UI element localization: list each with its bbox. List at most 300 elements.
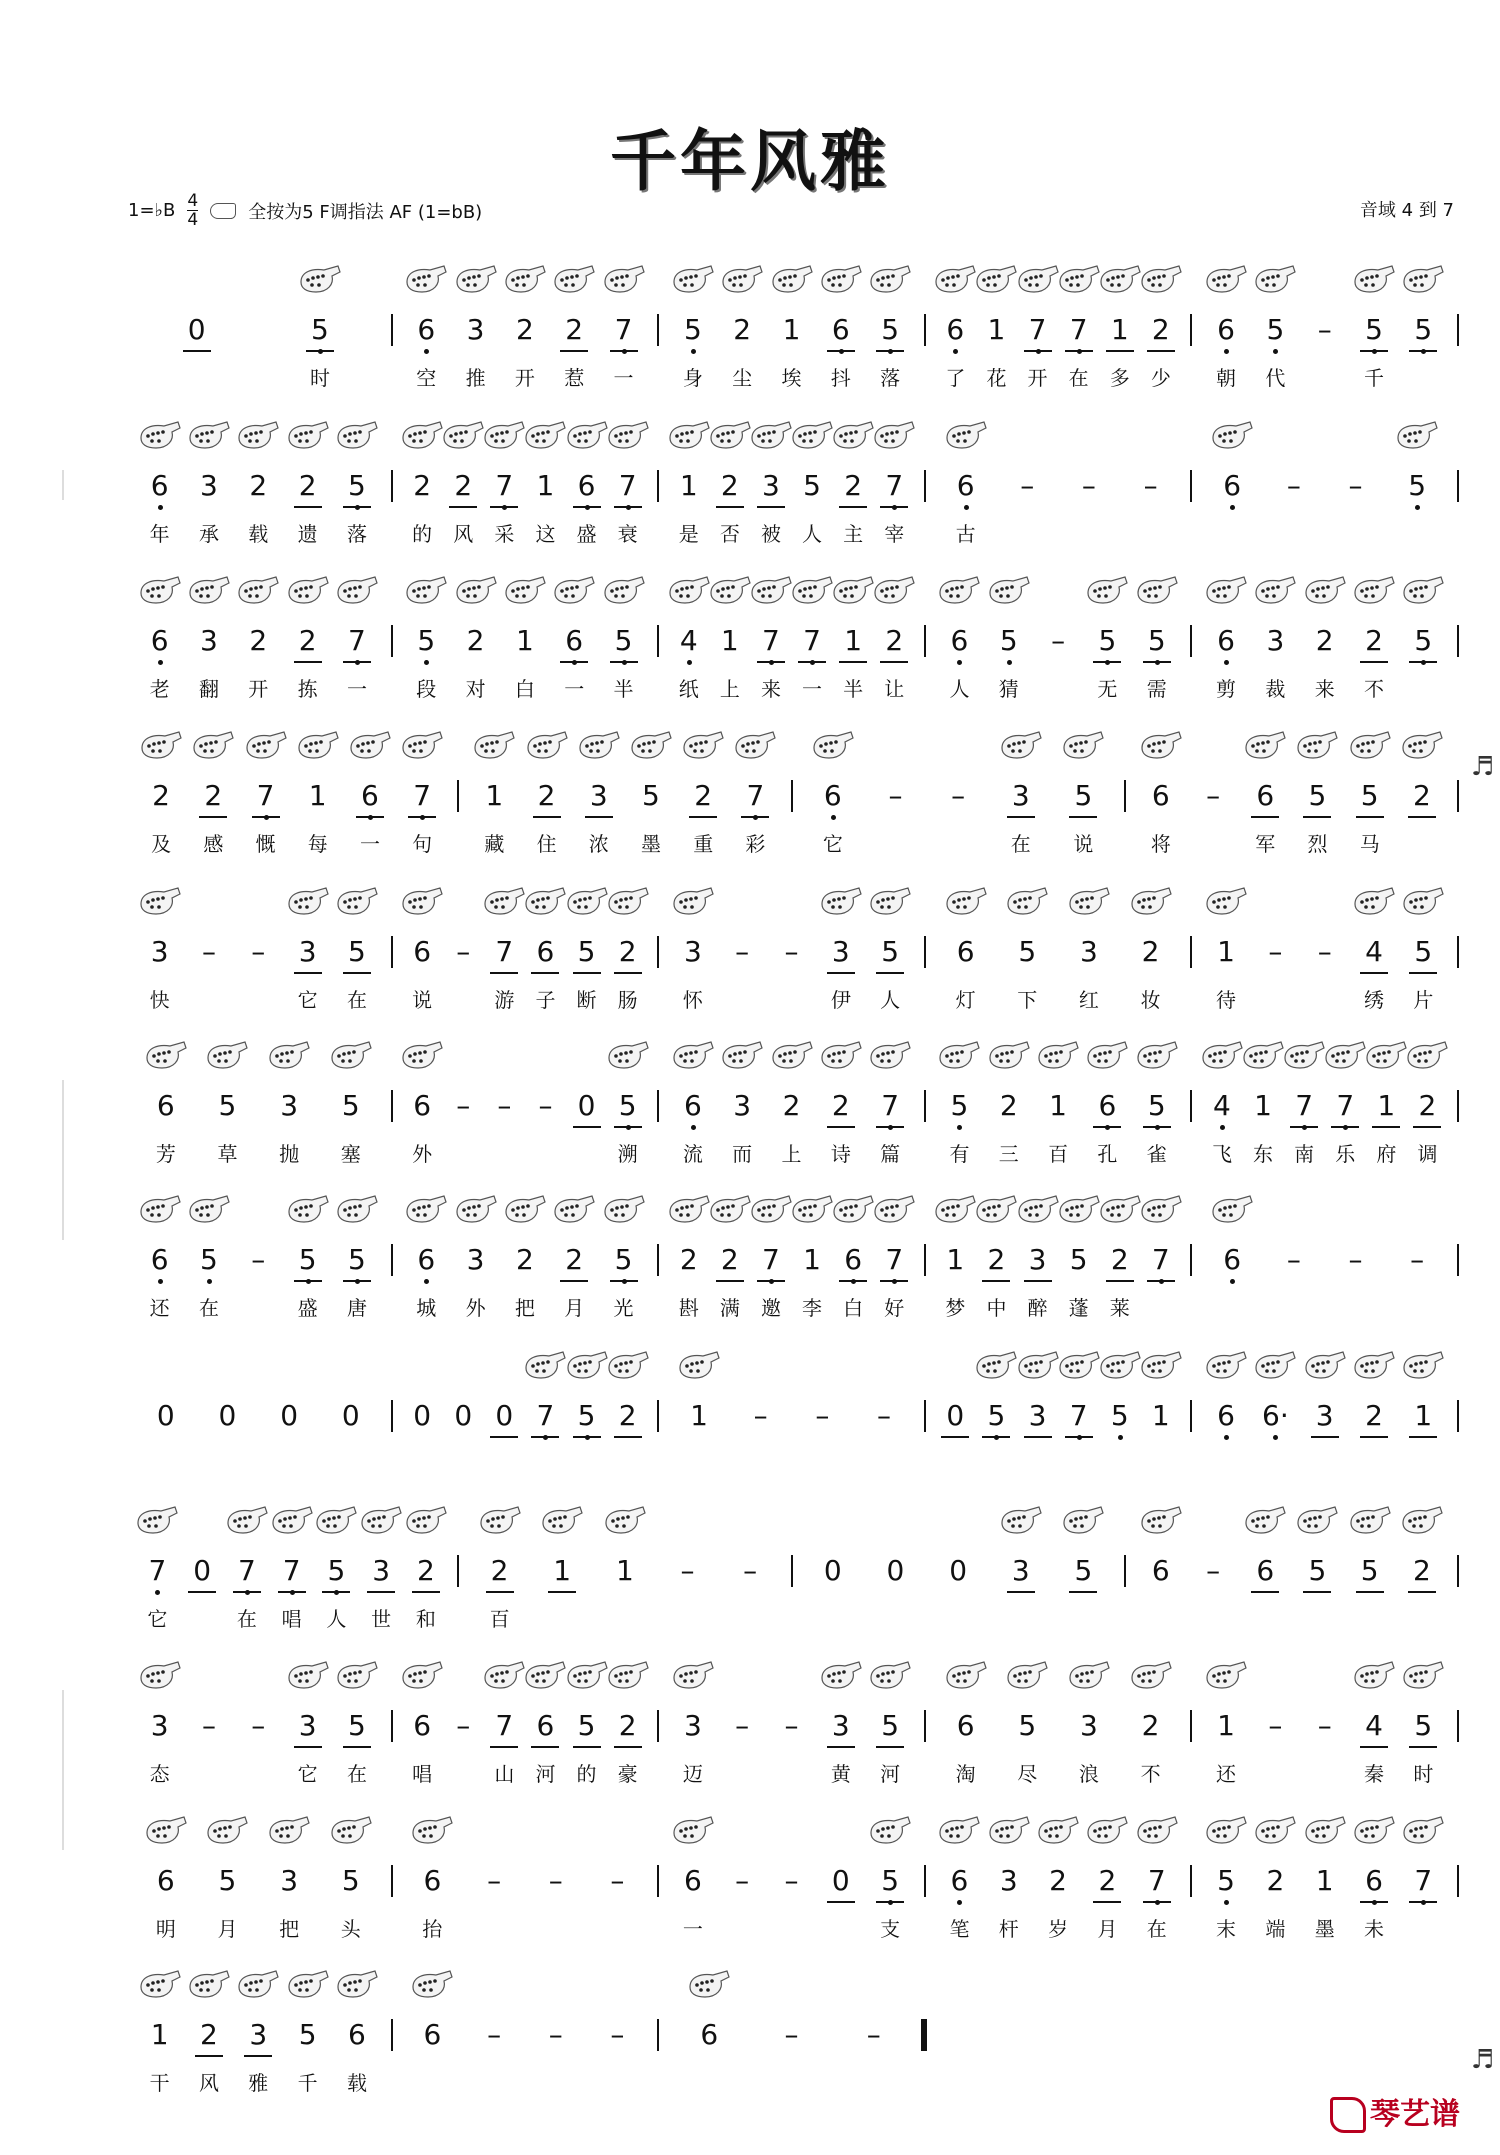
ocarina-fingering-icon [335,573,379,609]
key-signature: 1=♭B [128,200,176,221]
lower-octave-dot [424,349,429,354]
lower-octave-dot [1421,660,1426,665]
jianpu-note: 3 [200,624,218,657]
ocarina-fingering-icon [606,1658,650,1694]
eighth-underline [449,506,477,508]
lower-octave-dot [1105,1125,1110,1130]
lower-octave-dot [888,1125,893,1130]
jianpu-note: 2 [999,1089,1018,1122]
jianpu-note: 5 [1102,1398,1138,1434]
lower-octave-dot [953,349,958,354]
jianpu-note: 2 [720,469,739,502]
lyric-char: 载 [346,2071,367,2095]
ocarina-fingering-icon [602,1192,646,1228]
eighth-underline [1409,1436,1437,1438]
ocarina-fingering-icon [404,573,448,609]
eighth-underline [1409,1746,1437,1748]
lower-octave-dot [368,815,373,820]
ocarina-fingering-icon [1323,1038,1367,1074]
jianpu-note: 5 [941,1088,977,1124]
jianpu-note: 2 [298,469,317,502]
ocarina-fingering-icon [1067,1658,1111,1694]
lower-octave-dot [264,815,269,820]
lower-octave-dot [1343,1125,1348,1130]
eighth-underline [1356,816,1384,818]
jianpu-note: 6 [413,935,432,968]
lower-octave-dot [1155,660,1160,665]
jianpu-note: 4 [1365,935,1383,968]
jianpu-note: – [610,2018,625,2051]
ocarina-fingering-icon [1395,418,1439,454]
jianpu-note: 6 [413,1089,432,1122]
ocarina-fingering-icon [603,1503,647,1539]
lyric-char: 纸 [678,677,699,701]
jianpu-note: 1 [803,1243,821,1276]
bar-line [457,780,459,812]
jianpu-note: 2 [1412,779,1431,812]
ocarina-fingering-icon [1295,728,1339,764]
ocarina-fingering-icon [687,1967,731,2003]
lyric-char: 是 [678,522,699,546]
lower-octave-dot [424,1279,429,1284]
ocarina-fingering-icon [606,1038,650,1074]
lyric-char: 半 [613,677,634,701]
jianpu-note: 6 [1256,1554,1275,1587]
eighth-underline [1024,1436,1052,1438]
lyric-char: 杆 [998,1917,1019,1941]
lyric-char: 唱 [412,1762,433,1786]
ocarina-fingering-icon [868,1813,912,1849]
ocarina-fingering-icon [523,418,567,454]
ocarina-fingering-icon [671,1658,715,1694]
ocarina-fingering-icon [937,1038,981,1074]
jianpu-note: 6 [956,935,975,968]
ocarina-fingering-icon [872,1192,916,1228]
jianpu-note: 5 [341,1089,360,1122]
ocarina-fingering-icon [1401,262,1445,298]
ocarina-fingering-icon [1135,1813,1179,1849]
jianpu-note: 7 [404,778,440,814]
jianpu-note: – [1317,313,1332,346]
jianpu-note: 6 [1356,1863,1392,1899]
jianpu-note: 2 [694,779,713,812]
ocarina-fingering-icon [708,1192,752,1228]
music-note-icon: ♬ [1470,752,1494,782]
jianpu-note: 2 [831,1089,850,1122]
bar-line [1457,1244,1459,1276]
eighth-underline [839,506,867,508]
ocarina-fingering-icon [1401,1348,1445,1384]
bar-line [1190,936,1192,968]
bar-line [391,1090,393,1122]
jianpu-note: 2 [1418,1089,1437,1122]
bar-line [1457,314,1459,346]
jianpu-note: 7 [737,778,773,814]
jianpu-note: – [487,2018,502,2051]
lyric-char: 片 [1413,988,1434,1012]
lyric-char: 不 [1364,677,1385,701]
ocarina-fingering-icon [1352,884,1396,920]
jianpu-note: 6 [536,1709,555,1742]
lyric-char: 伊 [830,988,851,1012]
jianpu-note: 1 [1414,1399,1433,1432]
bar-line [1190,470,1192,502]
lower-octave-dot [831,815,836,820]
lyric-char: 孔 [1097,1142,1118,1166]
lyric-char: 尽 [1017,1762,1038,1786]
lyric-char: 南 [1294,1142,1315,1166]
ocarina-fingering-icon [410,1967,454,2003]
score-row [0,1192,1500,1362]
lyric-char: 时 [1413,1762,1434,1786]
lyric-char: 不 [1140,1762,1161,1786]
ocarina-fingering-icon [677,1348,721,1384]
lyric-char: 邀 [760,1296,781,1320]
jianpu-note: 6 [569,468,605,504]
jianpu-note: 6 [1256,779,1275,812]
lyric-char: 子 [535,988,556,1012]
jianpu-note: – [753,1399,768,1432]
eighth-underline [1372,1126,1400,1128]
score-row [0,1967,1500,2137]
lower-octave-dot [207,1279,212,1284]
ocarina-fingering-icon [335,1967,379,2003]
jianpu-note: 5 [675,312,711,348]
ocarina-fingering-icon [1282,1038,1326,1074]
jianpu-note: 5 [1139,1088,1175,1124]
ocarina-fingering-icon [1303,1813,1347,1849]
jianpu-note: 7 [1020,312,1056,348]
eighth-underline [876,972,904,974]
ocarina-fingering-icon [831,1192,875,1228]
jianpu-note: – [538,1089,553,1122]
ocarina-fingering-icon [1400,728,1444,764]
jianpu-note: 1 [690,1399,708,1432]
lower-octave-dot [572,660,577,665]
jianpu-note: 1 [1110,313,1129,346]
ocarina-fingering-icon [441,418,485,454]
bar-line [391,1244,393,1276]
jianpu-note: 5 [1360,779,1379,812]
ocarina-fingering-icon [770,1038,814,1074]
lyric-char: 藏 [484,832,505,856]
bar-line [791,780,793,812]
jianpu-note: – [1268,1709,1283,1742]
ocarina-fingering-icon [749,418,793,454]
jianpu-note: 5 [642,779,660,812]
lyric-char: 白 [514,677,535,701]
eighth-underline [827,972,855,974]
jianpu-note: 5 [881,935,900,968]
jianpu-note: 7 [753,623,789,659]
lower-octave-dot [769,1279,774,1284]
final-bar-line [921,2019,927,2051]
ocarina-fingering-icon [671,1813,715,1849]
ocarina-fingering-icon [335,1192,379,1228]
jianpu-note: 1 [679,469,698,502]
jianpu-note: – [1410,1243,1425,1276]
lyric-char: 绣 [1364,988,1385,1012]
lyric-char: 淘 [955,1762,976,1786]
lower-octave-dot [626,1125,631,1130]
jianpu-note: 2 [618,935,637,968]
ocarina-fingering-icon [1129,884,1173,920]
eighth-underline [490,1746,518,1748]
lyric-char: 无 [1097,677,1118,701]
ocarina-fingering-icon [410,1813,454,1849]
jianpu-note: 5 [302,312,338,348]
jianpu-note: 2 [733,313,752,346]
eighth-underline [486,1591,514,1593]
ocarina-fingering-icon [1067,884,1111,920]
jianpu-note: 1 [150,2018,169,2051]
eighth-underline [1007,816,1035,818]
eighth-underline [1311,1436,1339,1438]
ocarina-fingering-icon [733,728,777,764]
ocarina-icon [210,203,236,219]
lower-octave-dot [892,1279,897,1284]
ocarina-fingering-icon [667,1192,711,1228]
ocarina-fingering-icon [523,1658,567,1694]
lower-octave-dot [622,1279,627,1284]
jianpu-note: – [456,935,471,968]
jianpu-note: – [735,1709,750,1742]
eighth-underline [1251,1591,1279,1593]
jianpu-note: 6 [1214,1242,1250,1278]
lower-octave-dot [957,660,962,665]
lyric-char: 身 [682,366,703,390]
lyric-char: 调 [1417,1142,1438,1166]
lyric-char: 埃 [781,366,802,390]
jianpu-note: 0 [823,1554,842,1587]
ocarina-fingering-icon [552,1192,596,1228]
lower-octave-dot [355,505,360,510]
jianpu-note: – [1206,1554,1221,1587]
jianpu-note: 0 [946,1399,965,1432]
jianpu-note: – [201,935,216,968]
bar-line [1190,1865,1192,1897]
lyric-char: 篇 [880,1142,901,1166]
ocarina-fingering-icon [1098,1348,1142,1384]
eighth-underline [982,1280,1010,1282]
ocarina-fingering-icon [404,1503,448,1539]
ocarina-fingering-icon [577,728,621,764]
ocarina-fingering-icon [872,573,916,609]
ocarina-fingering-icon [286,1658,330,1694]
lyric-char: 外 [465,1296,486,1320]
lyric-char: 开 [514,366,535,390]
ocarina-fingering-icon [404,1192,448,1228]
eighth-underline [1360,972,1388,974]
jianpu-note: 3 [298,935,317,968]
lyric-char: 开 [1027,366,1048,390]
ocarina-fingering-icon [1057,262,1101,298]
jianpu-note: 5 [606,623,642,659]
jianpu-note: 6 [156,1089,175,1122]
jianpu-note: – [1051,624,1066,657]
jianpu-note: 7 [248,778,284,814]
lyric-char: 盛 [297,1296,318,1320]
ocarina-fingering-icon [1085,573,1129,609]
ocarina-fingering-icon [1210,1192,1254,1228]
score-row [0,573,1500,743]
jianpu-note: 6 [1208,312,1244,348]
jianpu-note: 5 [610,1088,646,1124]
jianpu-note: 7 [486,468,522,504]
ocarina-fingering-icon [1253,573,1297,609]
lyric-char: 月 [217,1917,238,1941]
lyric-char: 承 [198,522,219,546]
ocarina-fingering-icon [335,418,379,454]
ocarina-fingering-icon [314,1503,358,1539]
lyric-char: 梦 [945,1296,966,1320]
ocarina-fingering-icon [1139,1348,1183,1384]
jianpu-note: – [456,1709,471,1742]
ocarina-fingering-icon [933,262,977,298]
lyric-char: 烈 [1307,832,1328,856]
jianpu-note: 7 [495,1709,514,1742]
bar-line [391,314,393,346]
bar-line [657,625,659,657]
jianpu-note: 5 [1308,779,1327,812]
jianpu-note: 2 [1141,1709,1160,1742]
jianpu-note: 1 [553,1554,572,1587]
lower-octave-dot [892,505,897,510]
eighth-underline [531,972,559,974]
lyric-char: 说 [412,988,433,1012]
jianpu-note: 0 [886,1554,905,1587]
ocarina-fingering-icon [482,1658,526,1694]
jianpu-note: 3 [1011,779,1030,812]
lyric-char: 一 [359,832,380,856]
jianpu-note: 2 [565,1243,584,1276]
jianpu-note: 5 [1405,312,1441,348]
bar-line [457,1555,459,1587]
jianpu-note: 5 [218,1864,237,1897]
ocarina-fingering-icon [329,1038,373,1074]
ocarina-fingering-icon [1400,1503,1444,1539]
ocarina-fingering-icon [749,1192,793,1228]
lower-octave-dot [290,1590,295,1595]
lyric-char: 慨 [255,832,276,856]
jianpu-note: 2 [466,624,485,657]
ocarina-fingering-icon [1241,1038,1285,1074]
ocarina-fingering-icon [298,262,342,298]
lower-octave-dot [769,660,774,665]
eighth-underline [757,506,785,508]
lyric-char: 中 [986,1296,1007,1320]
jianpu-note: 7 [1061,1398,1097,1434]
lower-octave-dot [888,1900,893,1905]
jianpu-note: 6 [823,312,859,348]
lyric-char: 一 [682,1917,703,1941]
lyric-char: 住 [536,832,557,856]
lyric-char: 千 [297,2071,318,2095]
score-row [0,1658,1500,1828]
eighth-underline [573,1126,601,1128]
song-title: 千年风雅 [610,123,890,200]
lower-octave-dot [585,505,590,510]
eighth-underline [560,1280,588,1282]
lower-octave-dot [1007,660,1012,665]
ocarina-fingering-icon [1204,262,1248,298]
lyric-char: 东 [1253,1142,1274,1166]
jianpu-note: 2 [844,469,863,502]
lower-octave-dot [957,1900,962,1905]
lyric-char: 雀 [1146,1142,1167,1166]
header-info [128,192,482,229]
lyric-char: 裁 [1265,677,1286,701]
eighth-underline [573,1746,601,1748]
jianpu-note: 6 [1208,1398,1244,1434]
lower-octave-dot [691,1125,696,1130]
lower-octave-dot [1224,660,1229,665]
bar-line [657,1710,659,1742]
eighth-underline [1251,816,1279,818]
music-note-icon: ♬ [1470,2045,1494,2075]
eighth-underline [716,506,744,508]
lower-octave-dot [1036,349,1041,354]
ocarina-fingering-icon [139,728,183,764]
jianpu-note: 0 [577,1089,596,1122]
ocarina-fingering-icon [987,1038,1031,1074]
lyric-char: 宰 [884,522,905,546]
lyric-char: 代 [1265,366,1286,390]
jianpu-note: 0 [495,1399,514,1432]
score-row [0,1503,1500,1673]
lyric-char: 风 [198,2071,219,2095]
bar-line [1457,780,1459,812]
jianpu-note: 0 [156,1399,175,1432]
ocarina-fingering-icon [404,262,448,298]
score-row [0,262,1500,432]
ocarina-fingering-icon [1098,262,1142,298]
lower-octave-dot [888,349,893,354]
lower-octave-dot [158,660,163,665]
lower-octave-dot [585,1435,590,1440]
jianpu-note: 6 [683,1864,702,1897]
jianpu-note: 1 [782,313,801,346]
lyric-char: 风 [453,522,474,546]
jianpu-note: 0 [280,1399,299,1432]
ocarina-fingering-icon [503,1192,547,1228]
jianpu-note: – [1286,1243,1301,1276]
lower-octave-dot [851,1279,856,1284]
jianpu-note: 3 [1028,1399,1047,1432]
jianpu-note: 2 [1049,1864,1067,1897]
lyric-char: 剪 [1216,677,1237,701]
lyric-char: 芳 [155,1142,176,1166]
jianpu-note: – [680,1554,695,1587]
jianpu-note: 0 [193,1554,212,1587]
jianpu-note: 5 [339,1242,375,1278]
bar-line [1190,314,1192,346]
jianpu-note: 5 [577,1709,596,1742]
ocarina-fingering-icon [667,418,711,454]
ocarina-fingering-icon [1348,728,1392,764]
eighth-underline [880,661,908,663]
lyric-char: 灯 [955,988,976,1012]
jianpu-note: 7 [1327,1088,1363,1124]
ocarina-fingering-icon [503,573,547,609]
ocarina-fingering-icon [400,418,444,454]
ocarina-fingering-icon [868,1658,912,1694]
ocarina-fingering-icon [236,573,280,609]
lyric-char: 人 [880,988,901,1012]
lyric-char: 红 [1078,988,1099,1012]
ocarina-fingering-icon [1139,1503,1183,1539]
ocarina-fingering-icon [525,728,569,764]
